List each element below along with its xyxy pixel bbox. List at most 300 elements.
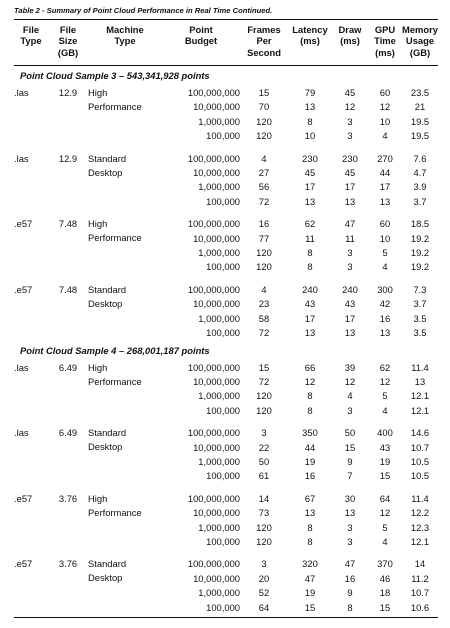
gpu-time-cell: 19 bbox=[379, 455, 391, 467]
group-spacer bbox=[14, 418, 438, 426]
point-budget-cell: 1,000,000 bbox=[198, 521, 240, 533]
fps-cell: 72 bbox=[258, 375, 270, 387]
column-header-line: Machine bbox=[106, 24, 144, 35]
machine-type-cell bbox=[88, 455, 162, 469]
latency-cell: 16 bbox=[304, 470, 316, 482]
fps-cell: 3 bbox=[261, 558, 267, 570]
fps-cell: 120 bbox=[256, 115, 272, 127]
column-header-line: (ms) bbox=[340, 35, 360, 47]
draw-cell: 50 bbox=[344, 427, 356, 439]
file-type-cell bbox=[14, 535, 48, 549]
file-size-cell bbox=[48, 441, 88, 455]
table-row bbox=[14, 469, 438, 483]
column-header-draw bbox=[332, 20, 368, 66]
file-type-cell bbox=[14, 521, 48, 535]
point-budget-cell: 100,000,000 bbox=[187, 492, 240, 504]
latency-cell: 47 bbox=[304, 572, 316, 584]
gpu-time-cell: 300 bbox=[377, 283, 393, 295]
file-type-cell: .las bbox=[14, 87, 29, 98]
machine-type-cell bbox=[88, 246, 162, 260]
table-row bbox=[14, 166, 438, 180]
table-row bbox=[14, 86, 438, 100]
table-row bbox=[14, 326, 438, 340]
column-header-line: File bbox=[22, 24, 40, 35]
file-size-cell bbox=[48, 601, 88, 615]
memory-usage-cell: 12.1 bbox=[410, 404, 430, 416]
point-budget-cell: 100,000,000 bbox=[187, 558, 240, 570]
table-row bbox=[14, 455, 438, 469]
fps-cell: 120 bbox=[256, 535, 272, 547]
draw-cell: 17 bbox=[344, 181, 356, 193]
memory-usage-cell: 3.9 bbox=[413, 181, 427, 193]
file-size-cell: 6.49 bbox=[58, 427, 78, 439]
fps-cell: 20 bbox=[258, 572, 270, 584]
file-type-cell bbox=[14, 312, 48, 326]
fps-cell: 4 bbox=[261, 152, 267, 164]
table-row bbox=[14, 180, 438, 194]
memory-usage-cell: 18.5 bbox=[410, 218, 430, 230]
column-header-line: Memory bbox=[402, 24, 438, 35]
machine-type-cell bbox=[88, 326, 162, 340]
machine-type-cell: Standard Desktop bbox=[88, 427, 127, 453]
table-row bbox=[14, 152, 438, 166]
file-size-cell bbox=[48, 260, 88, 274]
gpu-time-cell: 5 bbox=[382, 247, 388, 259]
gpu-time-cell: 16 bbox=[379, 312, 391, 324]
file-type-cell bbox=[14, 166, 48, 180]
table-row bbox=[14, 100, 438, 114]
group-spacer bbox=[14, 275, 438, 283]
column-header-line: (GB) bbox=[57, 46, 79, 58]
gpu-time-cell: 5 bbox=[382, 521, 388, 533]
draw-cell: 43 bbox=[344, 298, 356, 310]
memory-usage-cell: 3.5 bbox=[413, 312, 427, 324]
column-header-memory-usage bbox=[402, 20, 438, 66]
latency-cell: 8 bbox=[307, 390, 313, 402]
machine-type-cell: Standard Desktop bbox=[88, 558, 127, 584]
draw-cell: 3 bbox=[347, 521, 353, 533]
column-header-line: Size bbox=[58, 35, 78, 47]
point-budget-cell: 100,000 bbox=[206, 601, 240, 613]
point-budget-cell: 10,000,000 bbox=[193, 167, 240, 179]
latency-cell: 15 bbox=[304, 601, 316, 613]
draw-cell: 45 bbox=[344, 167, 356, 179]
machine-type-cell bbox=[88, 312, 162, 326]
point-budget-cell: 100,000,000 bbox=[187, 427, 240, 439]
gpu-time-cell: 62 bbox=[379, 361, 391, 373]
memory-usage-cell: 23.5 bbox=[410, 87, 430, 98]
point-budget-cell: 1,000,000 bbox=[198, 455, 240, 467]
latency-cell: 67 bbox=[304, 492, 316, 504]
file-size-cell: 12.9 bbox=[58, 87, 78, 98]
file-type-cell bbox=[14, 455, 48, 469]
point-budget-cell: 10,000,000 bbox=[193, 298, 240, 310]
column-header-line: GPU bbox=[374, 24, 396, 35]
file-type-cell bbox=[14, 260, 48, 274]
column-header-line: Draw bbox=[338, 24, 362, 35]
gpu-time-cell: 17 bbox=[379, 181, 391, 193]
fps-cell: 58 bbox=[258, 312, 270, 324]
latency-cell: 320 bbox=[302, 558, 318, 570]
file-type-cell bbox=[14, 100, 48, 114]
fps-cell: 73 bbox=[258, 507, 270, 519]
point-budget-cell: 100,000,000 bbox=[187, 283, 240, 295]
table-row bbox=[14, 246, 438, 260]
gpu-time-cell: 60 bbox=[379, 218, 391, 230]
machine-type-cell: High Performance bbox=[88, 492, 142, 518]
gpu-time-cell: 4 bbox=[382, 261, 388, 273]
table-row bbox=[14, 389, 438, 403]
column-header-line: Time bbox=[374, 35, 396, 47]
fps-cell: 15 bbox=[258, 87, 270, 98]
section-title: Point Cloud Sample 4 – 268,001,187 points bbox=[20, 344, 210, 356]
fps-cell: 14 bbox=[258, 492, 270, 504]
draw-cell: 45 bbox=[344, 87, 356, 98]
section-row bbox=[14, 341, 438, 361]
table-row bbox=[14, 557, 438, 571]
memory-usage-cell: 3.5 bbox=[413, 327, 427, 339]
file-type-cell bbox=[14, 115, 48, 129]
column-header-line: Per bbox=[256, 35, 272, 47]
table-row bbox=[14, 426, 438, 440]
memory-usage-cell: 19.2 bbox=[410, 232, 430, 244]
gpu-time-cell: 60 bbox=[379, 87, 391, 98]
latency-cell: 230 bbox=[302, 152, 318, 164]
draw-cell: 13 bbox=[344, 507, 356, 519]
memory-usage-cell: 19.2 bbox=[410, 261, 430, 273]
draw-cell: 3 bbox=[347, 130, 353, 142]
file-size-cell bbox=[48, 180, 88, 194]
file-type-cell: .las bbox=[14, 427, 29, 439]
column-header-line: Latency bbox=[292, 24, 328, 35]
file-size-cell bbox=[48, 506, 88, 520]
gpu-time-cell: 10 bbox=[379, 232, 391, 244]
table-row bbox=[14, 521, 438, 535]
latency-cell: 8 bbox=[307, 521, 313, 533]
fps-cell: 120 bbox=[256, 521, 272, 533]
table-row bbox=[14, 492, 438, 506]
draw-cell: 3 bbox=[347, 261, 353, 273]
draw-cell: 12 bbox=[344, 375, 356, 387]
gpu-time-cell: 370 bbox=[377, 558, 393, 570]
fps-cell: 16 bbox=[258, 218, 270, 230]
machine-type-cell: High Performance bbox=[88, 361, 142, 387]
point-budget-cell: 100,000,000 bbox=[187, 152, 240, 164]
point-budget-cell: 1,000,000 bbox=[198, 181, 240, 193]
memory-usage-cell: 11.4 bbox=[411, 492, 429, 504]
table-row bbox=[14, 361, 438, 375]
point-budget-cell: 100,000 bbox=[206, 130, 240, 142]
machine-type-cell bbox=[88, 521, 162, 535]
memory-usage-cell: 10.7 bbox=[410, 587, 430, 599]
table-row bbox=[14, 586, 438, 600]
latency-cell: 350 bbox=[302, 427, 318, 439]
point-budget-cell: 100,000,000 bbox=[187, 218, 240, 230]
point-budget-cell: 10,000,000 bbox=[193, 572, 240, 584]
draw-cell: 47 bbox=[344, 558, 356, 570]
column-header-line: Second bbox=[247, 46, 281, 58]
group-spacer bbox=[14, 144, 438, 152]
latency-cell: 66 bbox=[304, 361, 316, 373]
point-budget-cell: 100,000,000 bbox=[187, 361, 240, 373]
memory-usage-cell: 14 bbox=[414, 558, 426, 570]
file-size-cell bbox=[48, 586, 88, 600]
draw-cell: 9 bbox=[347, 455, 353, 467]
table-row bbox=[14, 115, 438, 129]
file-size-cell: 12.9 bbox=[58, 152, 78, 164]
draw-cell: 3 bbox=[347, 404, 353, 416]
table-row bbox=[14, 572, 438, 586]
section-title: Point Cloud Sample 3 – 543,341,928 points bbox=[20, 70, 210, 81]
draw-cell: 30 bbox=[344, 492, 356, 504]
memory-usage-cell: 4.7 bbox=[413, 167, 427, 179]
file-type-cell: .las bbox=[14, 361, 29, 373]
file-size-cell: 6.49 bbox=[58, 361, 78, 373]
column-header-line: Budget bbox=[184, 35, 218, 47]
fps-cell: 15 bbox=[258, 361, 270, 373]
draw-cell: 13 bbox=[344, 327, 356, 339]
fps-cell: 52 bbox=[258, 587, 270, 599]
gpu-time-cell: 42 bbox=[379, 298, 391, 310]
gpu-time-cell: 15 bbox=[379, 601, 391, 613]
memory-usage-cell: 11.4 bbox=[411, 361, 429, 373]
file-type-cell bbox=[14, 180, 48, 194]
file-size-cell bbox=[48, 535, 88, 549]
table-row bbox=[14, 601, 438, 615]
column-header-latency bbox=[288, 20, 332, 66]
latency-cell: 8 bbox=[307, 261, 313, 273]
file-type-cell bbox=[14, 246, 48, 260]
memory-usage-cell: 7.3 bbox=[413, 283, 427, 295]
file-type-cell bbox=[14, 601, 48, 615]
fps-cell: 56 bbox=[258, 181, 270, 193]
latency-cell: 8 bbox=[307, 247, 313, 259]
table-row bbox=[14, 297, 438, 311]
machine-type-cell bbox=[88, 469, 162, 483]
column-header-line: (GB) bbox=[409, 46, 431, 58]
draw-cell: 11 bbox=[345, 232, 355, 244]
file-type-cell: .e57 bbox=[14, 492, 33, 504]
column-header-line: File bbox=[59, 24, 77, 35]
table-row bbox=[14, 375, 438, 389]
draw-cell: 9 bbox=[347, 587, 353, 599]
draw-cell: 17 bbox=[344, 312, 356, 324]
file-type-cell bbox=[14, 129, 48, 143]
file-type-cell bbox=[14, 404, 48, 418]
draw-cell: 8 bbox=[347, 601, 353, 613]
file-type-cell bbox=[14, 375, 48, 389]
draw-cell: 16 bbox=[344, 572, 356, 584]
column-header-line: Usage bbox=[405, 35, 435, 47]
point-budget-cell: 1,000,000 bbox=[198, 390, 240, 402]
machine-type-cell: High Performance bbox=[88, 87, 142, 112]
file-size-cell bbox=[48, 297, 88, 311]
table-row bbox=[14, 195, 438, 209]
fps-cell: 64 bbox=[258, 601, 270, 613]
draw-cell: 47 bbox=[344, 218, 356, 230]
file-size-cell bbox=[48, 100, 88, 114]
point-budget-cell: 10,000,000 bbox=[193, 101, 240, 113]
gpu-time-cell: 43 bbox=[379, 441, 391, 453]
header-row bbox=[14, 20, 438, 66]
fps-cell: 120 bbox=[256, 247, 272, 259]
table-row bbox=[14, 217, 438, 231]
gpu-time-cell: 64 bbox=[379, 492, 391, 504]
group-spacer bbox=[14, 549, 438, 557]
file-size-cell bbox=[48, 166, 88, 180]
fps-cell: 77 bbox=[258, 232, 270, 244]
latency-cell: 19 bbox=[304, 455, 316, 467]
fps-cell: 120 bbox=[256, 404, 272, 416]
file-size-cell bbox=[48, 232, 88, 246]
group-spacer-cell bbox=[14, 549, 438, 557]
table-header bbox=[14, 20, 438, 66]
column-header-machine-type bbox=[88, 20, 162, 66]
table-row bbox=[14, 283, 438, 297]
gpu-time-cell: 400 bbox=[377, 427, 393, 439]
file-size-cell bbox=[48, 115, 88, 129]
machine-type-cell bbox=[88, 115, 162, 129]
machine-type-cell bbox=[88, 535, 162, 549]
latency-cell: 17 bbox=[304, 181, 316, 193]
machine-type-cell bbox=[88, 195, 162, 209]
draw-cell: 230 bbox=[342, 152, 358, 164]
latency-cell: 8 bbox=[307, 404, 313, 416]
table-row bbox=[14, 506, 438, 520]
file-size-cell bbox=[48, 521, 88, 535]
gpu-time-cell: 46 bbox=[379, 572, 391, 584]
draw-cell: 240 bbox=[342, 283, 358, 295]
point-budget-cell: 1,000,000 bbox=[198, 115, 240, 127]
table-row bbox=[14, 129, 438, 143]
machine-type-cell bbox=[88, 586, 162, 600]
group-spacer bbox=[14, 209, 438, 217]
file-type-cell bbox=[14, 297, 48, 311]
machine-type-cell bbox=[88, 260, 162, 274]
point-budget-cell: 100,000,000 bbox=[187, 87, 240, 98]
latency-cell: 13 bbox=[304, 507, 316, 519]
latency-cell: 240 bbox=[302, 283, 318, 295]
memory-usage-cell: 10.7 bbox=[410, 441, 430, 453]
gpu-time-cell: 13 bbox=[379, 327, 391, 339]
memory-usage-cell: 12.1 bbox=[410, 535, 430, 547]
group-spacer-cell bbox=[14, 418, 438, 426]
file-size-cell: 7.48 bbox=[58, 218, 78, 230]
fps-cell: 4 bbox=[261, 283, 267, 295]
draw-cell: 15 bbox=[344, 441, 356, 453]
draw-cell: 39 bbox=[344, 361, 356, 373]
point-budget-cell: 1,000,000 bbox=[198, 587, 240, 599]
fps-cell: 23 bbox=[258, 298, 270, 310]
latency-cell: 44 bbox=[304, 441, 316, 453]
table-bottom-rule bbox=[14, 617, 438, 618]
memory-usage-cell: 3.7 bbox=[413, 195, 427, 207]
memory-usage-cell: 19.5 bbox=[410, 115, 430, 127]
point-budget-cell: 1,000,000 bbox=[198, 312, 240, 324]
file-size-cell bbox=[48, 389, 88, 403]
file-size-cell bbox=[48, 375, 88, 389]
latency-cell: 43 bbox=[304, 298, 316, 310]
file-type-cell bbox=[14, 195, 48, 209]
file-type-cell bbox=[14, 572, 48, 586]
column-header-line: Type bbox=[20, 35, 42, 47]
fps-cell: 120 bbox=[256, 390, 272, 402]
file-size-cell bbox=[48, 404, 88, 418]
column-header-file-size bbox=[48, 20, 88, 66]
memory-usage-cell: 12.2 bbox=[410, 507, 430, 519]
memory-usage-cell: 10.6 bbox=[410, 601, 430, 613]
draw-cell: 7 bbox=[347, 470, 353, 482]
point-budget-cell: 10,000,000 bbox=[193, 375, 240, 387]
file-size-cell: 3.76 bbox=[58, 558, 78, 570]
latency-cell: 12 bbox=[304, 375, 316, 387]
file-type-cell bbox=[14, 441, 48, 455]
gpu-time-cell: 44 bbox=[379, 167, 391, 179]
latency-cell: 62 bbox=[304, 218, 316, 230]
group-spacer-cell bbox=[14, 144, 438, 152]
memory-usage-cell: 19.2 bbox=[410, 247, 430, 259]
memory-usage-cell: 19.5 bbox=[410, 130, 430, 142]
latency-cell: 13 bbox=[304, 327, 316, 339]
draw-cell: 3 bbox=[347, 115, 353, 127]
point-budget-cell: 100,000 bbox=[206, 470, 240, 482]
memory-usage-cell: 3.7 bbox=[413, 298, 427, 310]
table-row bbox=[14, 535, 438, 549]
gpu-time-cell: 270 bbox=[377, 152, 393, 164]
memory-usage-cell: 12.3 bbox=[410, 521, 430, 533]
gpu-time-cell: 12 bbox=[379, 507, 391, 519]
file-type-cell bbox=[14, 586, 48, 600]
latency-cell: 11 bbox=[305, 232, 315, 244]
column-header-line: Point bbox=[189, 24, 213, 35]
point-budget-cell: 100,000 bbox=[206, 261, 240, 273]
latency-cell: 8 bbox=[307, 115, 313, 127]
table-row bbox=[14, 312, 438, 326]
table-row bbox=[14, 441, 438, 455]
fps-cell: 120 bbox=[256, 130, 272, 142]
draw-cell: 13 bbox=[344, 195, 356, 207]
gpu-time-cell: 10 bbox=[379, 115, 391, 127]
file-size-cell: 7.48 bbox=[58, 283, 78, 295]
file-type-cell bbox=[14, 389, 48, 403]
machine-type-cell bbox=[88, 389, 162, 403]
file-size-cell bbox=[48, 246, 88, 260]
table-caption: Table 2 - Summary of Point Cloud Performance in Real Time Continued. bbox=[14, 6, 273, 15]
fps-cell: 72 bbox=[258, 327, 270, 339]
draw-cell: 3 bbox=[347, 247, 353, 259]
file-type-cell bbox=[14, 326, 48, 340]
latency-cell: 8 bbox=[307, 535, 313, 547]
point-budget-cell: 100,000 bbox=[206, 404, 240, 416]
fps-cell: 3 bbox=[261, 427, 267, 439]
file-type-cell bbox=[14, 469, 48, 483]
fps-cell: 22 bbox=[258, 441, 270, 453]
column-header-line: (ms) bbox=[375, 46, 395, 58]
group-spacer-cell bbox=[14, 275, 438, 283]
fps-cell: 120 bbox=[256, 261, 272, 273]
file-size-cell bbox=[48, 129, 88, 143]
memory-usage-cell: 10.5 bbox=[410, 455, 430, 467]
column-header-gpu-time bbox=[368, 20, 402, 66]
file-size-cell: 3.76 bbox=[58, 492, 78, 504]
latency-cell: 10 bbox=[304, 130, 316, 142]
memory-usage-cell: 11.2 bbox=[411, 572, 429, 584]
column-header-frames-per-second bbox=[240, 20, 288, 66]
table-row bbox=[14, 232, 438, 246]
gpu-time-cell: 4 bbox=[382, 130, 388, 142]
file-type-cell bbox=[14, 506, 48, 520]
gpu-time-cell: 13 bbox=[379, 195, 391, 207]
